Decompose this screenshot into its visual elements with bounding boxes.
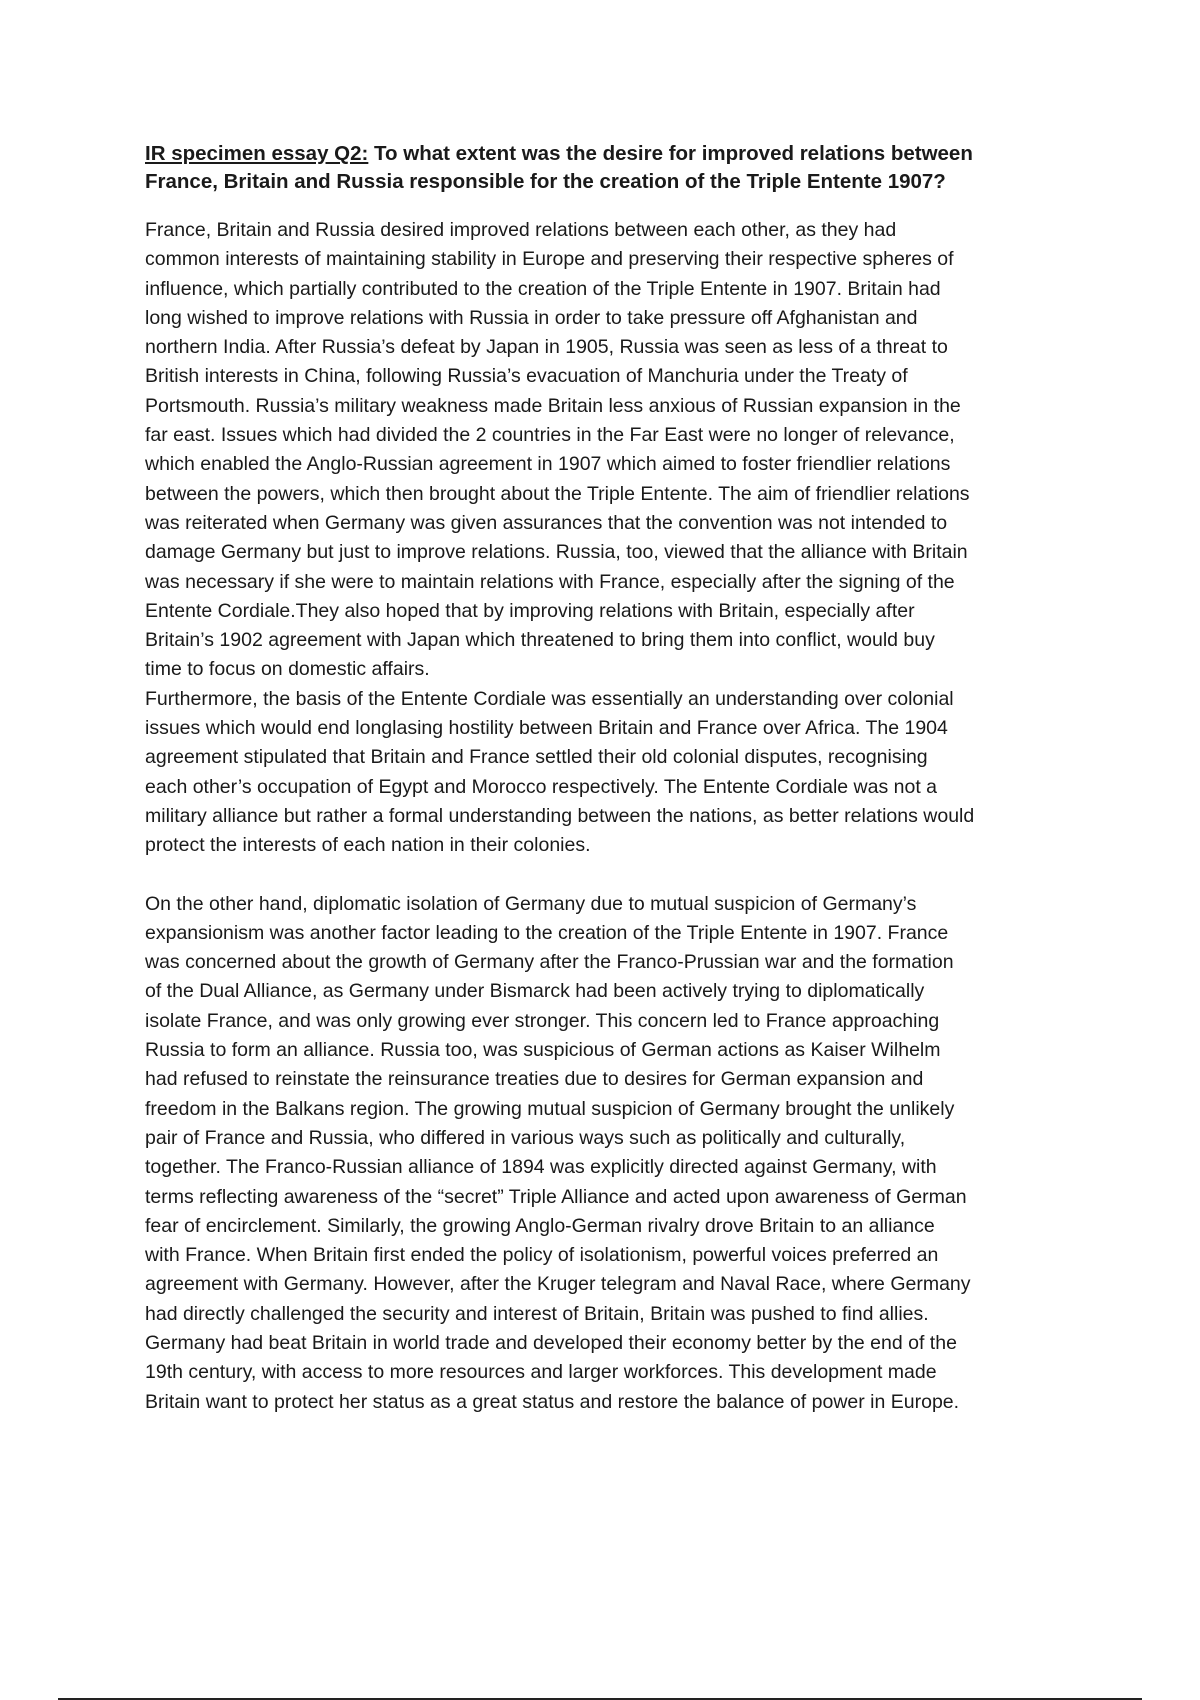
essay-title-label: IR specimen essay Q2: — [145, 142, 369, 165]
paragraph-3: On the other hand, diplomatic isolation of Germany due to mutual suspicion of Germany’s expansionism was another factor leading to the creation of the Triple Entente in 1907. France was concerned about the growth of Germany after the Franco-Prussian war and the formation of the Dual Alliance, as Germany under Bismarck had been actively trying to diplomatically isolate France, and was only growing ever stronger. This concern led to France approaching Russia to form an alliance. Russia too, was suspicious of German actions as Kaiser Wilhelm had refused to reinstate the reinsurance treaties due to desires for German expansion and freedom in the Balkans region. The growing mutual suspicion of Germany brought the unlikely pair of France and Russia, who differed in various ways such as politically and culturally, together. The Franco-Russian alliance of 1894 was explicitly directed against Germany, with terms reflecting awareness of the “secret” Triple Alliance and acted upon awareness of German fear of encirclement. Similarly, the growing Anglo-German rivalry drove Britain to an alliance with France. When Britain first ended the policy of isolationism, powerful voices preferred an agreement with Germany. However, after the Kruger telegram and Naval Race, where Germany had directly challenged the security and interest of Britain, Britain was pushed to find allies. Germany had beat Britain in world trade and developed their economy better by the end of the 19th century, with access to more resources and larger workforces. This development made Britain want to protect her status as a great status and restore the balance of power in Europe. — [145, 892, 971, 1413]
essay-title-question: To what extent was the desire for improved relations between France, Britain and Russia responsible for the creation of the Triple Entente 1907? — [145, 142, 973, 193]
paragraph-1: France, Britain and Russia desired improved relations between each other, as they had common interests of maintaining stability in Europe and preserving their respective spheres of influence, which partially contributed to the creation of the Triple Entente in 1907. Britain had long wished to improve relations with Russia in order to take pressure off Afghanistan and northern India. After Russia’s defeat by Japan in 1905, Russia was seen as less of a threat to British interests in China, following Russia’s evacuation of Manchuria under the Treaty of Portsmouth. Russia’s military weakness made Britain less anxious of Russian expansion in the far east. Issues which had divided the 2 countries in the Far East were no longer of relevance, which enabled the Anglo-Russian agreement in 1907 which aimed to foster friendlier relations between the powers, which then brought about the Triple Entente. The aim of friendlier relations was reiterated when Germany was given assurances that the convention was not intended to damage Germany but just to improve relations. Russia, too, viewed that the alliance with Britain was necessary if she were to maintain relations with France, especially after the signing of the Entente Cordiale.They also hoped that by improving relations with Britain, especially after Britain’s 1902 agreement with Japan which threatened to bring them into conflict, would buy time to focus on domestic affairs. — [145, 219, 970, 681]
essay-page — [145, 140, 1095, 1417]
paragraph-2: Furthermore, the basis of the Entente Cordiale was essentially an understanding over colonial issues which would end longlasing hostility between Britain and France over Africa. The 1904 agreement stipulated that Britain and France settled their old colonial disputes, recognising each other’s occupation of Egypt and Morocco respectively. The Entente Cordiale was not a military alliance but rather a formal understanding between the nations, as better relations would protect the interests of each nation in their colonies. — [145, 687, 975, 857]
essay-title — [145, 140, 1095, 196]
